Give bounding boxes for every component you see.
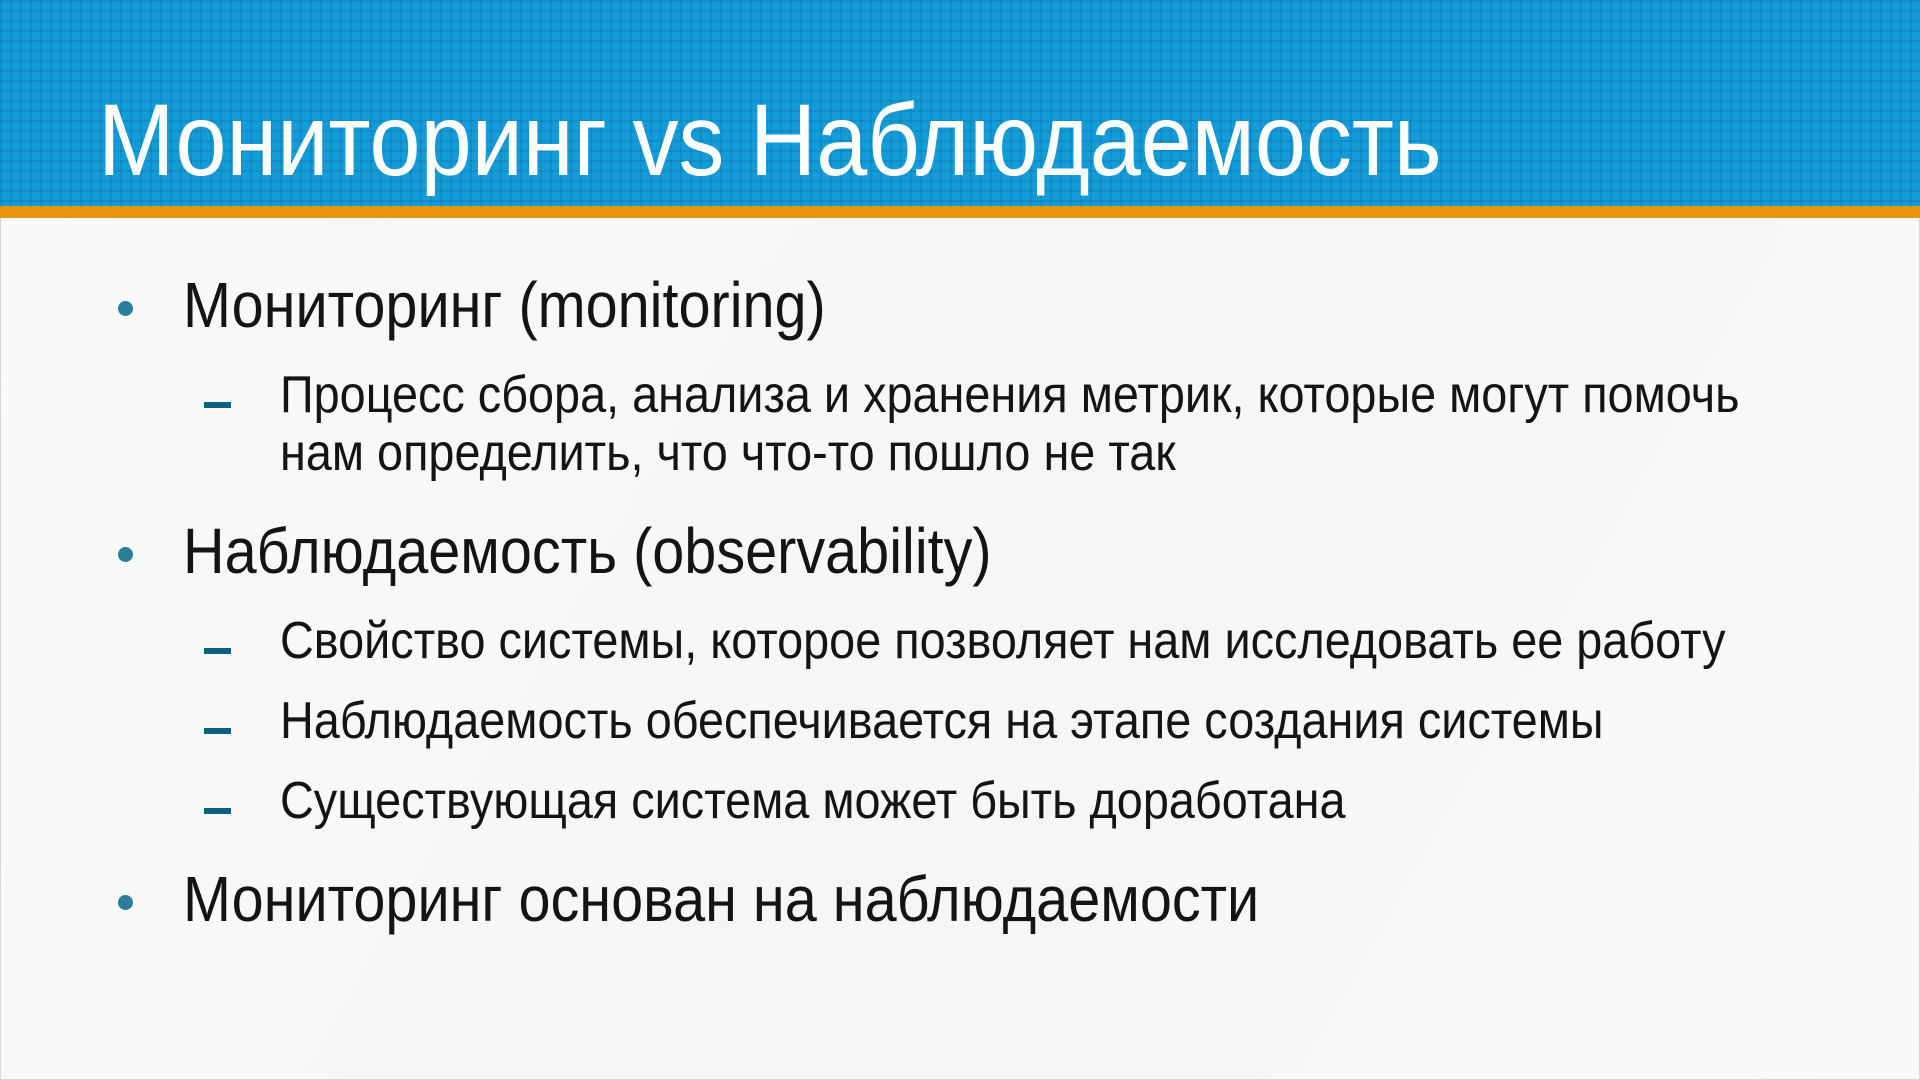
sub-bullet-item bbox=[0, 612, 1920, 670]
sub-bullet-text: Свойство системы, которое позволяет нам исследовать ее работу bbox=[280, 612, 1726, 670]
bullet-item bbox=[0, 264, 1920, 346]
bullet-dot-icon bbox=[118, 301, 133, 316]
sub-bullet-dash-icon bbox=[204, 648, 231, 654]
slide-body bbox=[0, 218, 1920, 940]
sub-bullet-text: Существующая система может быть доработана bbox=[280, 772, 1346, 830]
sub-bullet-group bbox=[0, 612, 1920, 830]
sub-bullet-dash-icon bbox=[204, 808, 231, 814]
sub-bullet-dash-icon bbox=[204, 728, 231, 734]
sub-bullet-group bbox=[0, 366, 1920, 482]
bullet-dot-icon bbox=[118, 547, 133, 562]
bullet-dot-icon bbox=[118, 895, 133, 910]
sub-bullet-item bbox=[0, 366, 1920, 482]
bullet-text: Мониторинг (monitoring) bbox=[183, 269, 826, 341]
bullet-item bbox=[0, 510, 1920, 592]
bullet-item bbox=[0, 858, 1920, 940]
slide-title: Мониторинг vs Наблюдаемость bbox=[98, 82, 1442, 197]
sub-bullet-item bbox=[0, 772, 1920, 830]
sub-bullet-dash-icon bbox=[204, 402, 231, 408]
slide-header bbox=[0, 0, 1920, 206]
sub-bullet-text: нам определить, что что-то пошло не так bbox=[280, 424, 1176, 482]
sub-bullet-text: Процесс сбора, анализа и хранения метрик, которые могут помочь bbox=[280, 366, 1740, 424]
sub-bullet-text: Наблюдаемость обеспечивается на этапе создания системы bbox=[280, 692, 1604, 750]
bullet-text: Мониторинг основан на наблюдаемости bbox=[183, 863, 1260, 935]
bullet-text: Наблюдаемость (observability) bbox=[183, 515, 992, 587]
sub-bullet-item bbox=[0, 692, 1920, 750]
accent-bar bbox=[0, 206, 1920, 218]
